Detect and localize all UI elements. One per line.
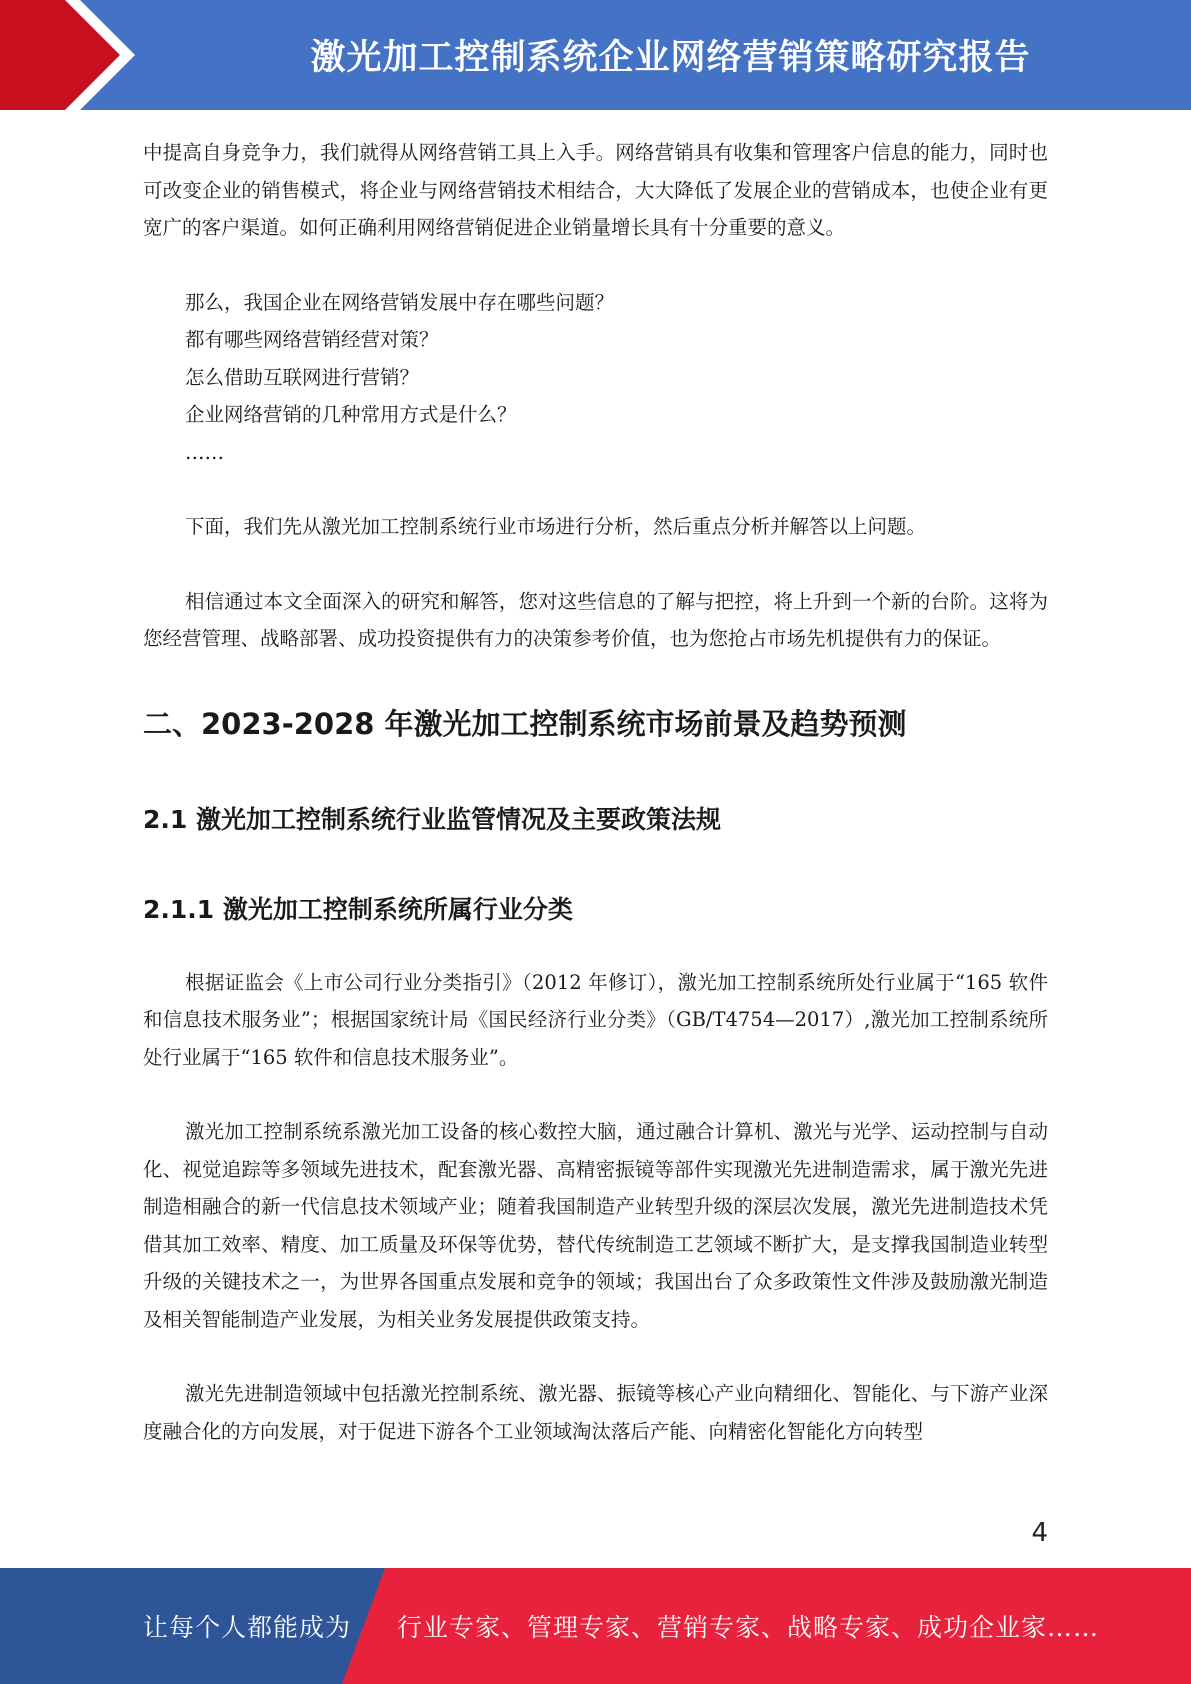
conclusion-paragraph: 相信通过本文全面深入的研究和解答，您对这些信息的了解与把控，将上升到一个新的台阶。这将为您经营管理、战略部署、成功投资提供有力的决策参考价值，也为您抢占市场先机提供有力的保证。	[143, 589, 1048, 650]
chevron-arrow-icon	[0, 0, 150, 110]
subsubsection-heading: 2.1.1 激光加工控制系统所属行业分类	[143, 894, 573, 924]
footer-slogan-right: 行业专家、管理专家、营销专家、战略专家、成功企业家……	[397, 1613, 1100, 1642]
document-body	[143, 134, 1048, 1450]
question-item: 都有哪些网络营销经营对策？	[185, 328, 439, 351]
footer-slogan-left: 让每个人都能成为	[143, 1613, 352, 1642]
report-title: 激光加工控制系统企业网络营销策略研究报告	[310, 38, 1031, 78]
header-banner	[0, 0, 1191, 110]
body-paragraph: 激光加工控制系统系激光加工设备的核心数控大脑，通过融合计算机、激光与光学、运动控制与自动化、视觉追踪等多领域先进技术，配套激光器、高精密振镜等部件实现激光先进制造需求，属于激光先进制造相融合的新一代信息技术领域产业；随着我国制造产业转型升级的深层次发展，激光先进制造技术凭借其加工效率、精度、加工质量及环保等优势，替代传统制造工艺领域不断扩大，是支撑我国制造业转型升级的关键技术之一，为世界各国重点发展和竞争的领域；我国出台了众多政策性文件涉及鼓励激光制造及相关智能制造产业发展，为相关业务发展提供政策支持。	[143, 1120, 1048, 1331]
body-paragraph: 激光先进制造领域中包括激光控制系统、激光器、振镜等核心产业向精细化、智能化、与下游产业深度融合化的方向发展，对于促进下游各个工业领域淘汰落后产能、向精密化智能化方向转型	[143, 1382, 1048, 1443]
body-paragraph: 根据证监会《上市公司行业分类指引》（2012 年修订），激光加工控制系统所处行业属于“165 软件和信息技术服务业”；根据国家统计局《国民经济行业分类》（GB/T4754—2017）,激光加工控制系统所处行业属于“165 软件和信息技术服务业”。	[143, 970, 1048, 1069]
analysis-paragraph: 下面，我们先从激光加工控制系统行业市场进行分析，然后重点分析并解答以上问题。	[185, 515, 927, 538]
question-ellipsis: ……	[185, 440, 224, 464]
question-item: 那么，我国企业在网络营销发展中存在哪些问题？	[185, 290, 615, 314]
footer-banner	[0, 1568, 1191, 1684]
question-item: 企业网络营销的几种常用方式是什么？	[185, 403, 517, 426]
page-number: 4	[1031, 1518, 1048, 1548]
subsection-heading: 2.1 激光加工控制系统行业监管情况及主要政策法规	[143, 804, 721, 834]
question-item: 怎么借助互联网进行营销？	[185, 365, 420, 389]
section-heading: 二、2023-2028 年激光加工控制系统市场前景及趋势预测	[143, 706, 907, 741]
intro-paragraph: 中提高自身竞争力，我们就得从网络营销工具上入手。网络营销具有收集和管理客户信息的能力，同时也可改变企业的销售模式，将企业与网络营销技术相结合，大大降低了发展企业的营销成本，也使企业有更宽广的客户渠道。如何正确利用网络营销促进企业销量增长具有十分重要的意义。	[143, 141, 1048, 239]
